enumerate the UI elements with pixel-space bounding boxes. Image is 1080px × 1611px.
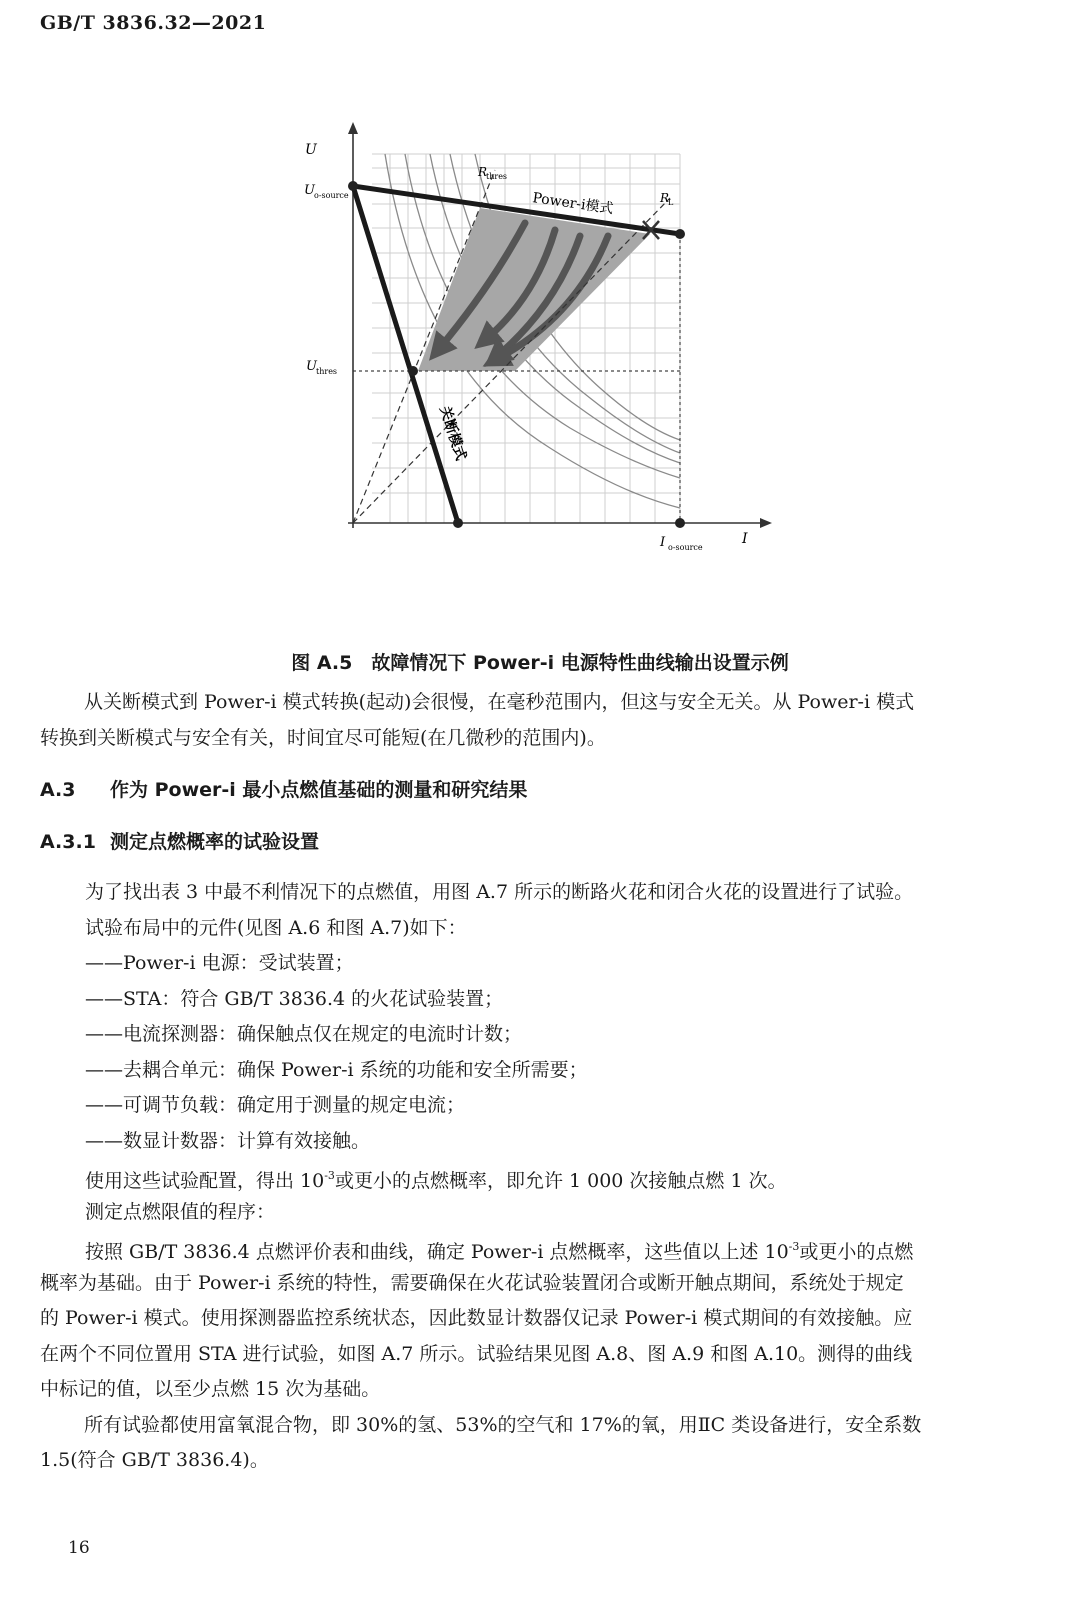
list-item: ——可调节负载：确定用于测量的规定电流； [85,1094,466,1116]
paragraph-method-line2: 概率为基础。由于 Power-i 系统的特性，需要确保在火花试验装置闭合或断开触点期间，系统处于规定 [40,1272,904,1294]
paragraph-transition-line1: 从关断模式到 Power-i 模式转换(起动)会很慢，在毫秒范围内，但这与安全无关。从 Power-i 模式 [84,691,915,713]
section-number: A.3.1 [40,831,96,853]
paragraph-setup-line2: 试验布局中的元件(见图 A.6 和图 A.7)如下： [85,917,467,939]
u-thres-subscript: thres [316,367,338,376]
paragraph-procedure: 测定点燃限值的程序： [85,1201,276,1223]
i-axis-label: I [742,531,748,547]
list-item: ——Power-i 电源：受试装置； [85,952,354,974]
u-axis-label: U [305,142,317,158]
u-source-label: U [304,183,315,198]
shutdown-mode-label: 关断模式 [436,404,469,463]
section-number: A.3 [40,779,76,801]
i-source-subscript: o-source [668,543,703,552]
paragraph-method-line1: 按照 GB/T 3836.4 点燃评价表和曲线，确定 Power-i 点燃概率，这些值以上述 $10^{-3}$或更小的点燃 [85,1240,914,1263]
section-title: 作为 Power-i 最小点燃值基础的测量和研究结果 [110,779,528,801]
r-thres-subscript: thres [486,172,508,181]
u-source-subscript: o-source [314,191,349,200]
section-heading-a3 [40,775,527,802]
power-i-operating-region [418,208,650,371]
r-thres-label: R [478,165,488,179]
list-item: ——数显计数器：计算有效接触。 [85,1130,371,1152]
paragraph-transition-line2: 转换到关断模式与安全有关，时间宜尽可能短(在几微秒的范围内)。 [40,727,606,749]
power-i-characteristic-figure [290,118,790,578]
i-source-label: I [660,535,666,550]
paragraph-mixture-line1: 所有试验都使用富氧混合物，即 30%的氢、53%的空气和 17%的氧，用ⅡC 类设备进行，安全系数 [84,1414,922,1436]
standard-code-header: GB/T 3836.32—2021 [40,12,267,34]
r-l-label: R [660,191,670,205]
section-heading-a3-1 [40,827,319,854]
r-l-subscript: L [668,198,674,207]
paragraph-probability: 使用这些试验配置，得出 $10^{-3}$或更小的点燃概率，即允许 1 000 次接触点燃 1 次。 [85,1169,787,1192]
power-i-mode-label: Power-i模式 [531,190,615,218]
paragraph-method-line4: 在两个不同位置用 STA 进行试验，如图 A.7 所示。试验结果见图 A.8、图 A.9 和图 A.10。测得的曲线 [40,1343,913,1365]
list-item: ——去耦合单元：确保 Power-i 系统的功能和安全所需要； [85,1059,588,1081]
u-axis-arrow [348,122,358,134]
i-axis-arrow [760,518,772,528]
list-item: ——电流探测器：确保触点仅在规定的电流时计数； [85,1023,523,1045]
paragraph-setup-line1: 为了找出表 3 中最不利情况下的点燃值，用图 A.7 所示的断路火花和闭合火花的设置进行了试验。 [85,881,914,903]
page-number: 16 [68,1538,90,1558]
paragraph-method-line3: 的 Power-i 模式。使用探测器监控系统状态，因此数显计数器仅记录 Power-i 模式期间的有效接触。应 [40,1307,913,1329]
list-item: ——STA：符合 GB/T 3836.4 的火花试验装置； [85,988,504,1010]
section-title: 测定点燃概率的试验设置 [110,831,320,853]
paragraph-mixture-line2: 1.5(符合 GB/T 3836.4)。 [40,1449,269,1471]
u-thres-label: U [306,359,317,374]
paragraph-method-line5: 中标记的值，以至少点燃 15 次为基础。 [40,1378,381,1400]
figure-caption: 图 A.5 故障情况下 Power-i 电源特性曲线输出设置示例 [291,652,789,674]
